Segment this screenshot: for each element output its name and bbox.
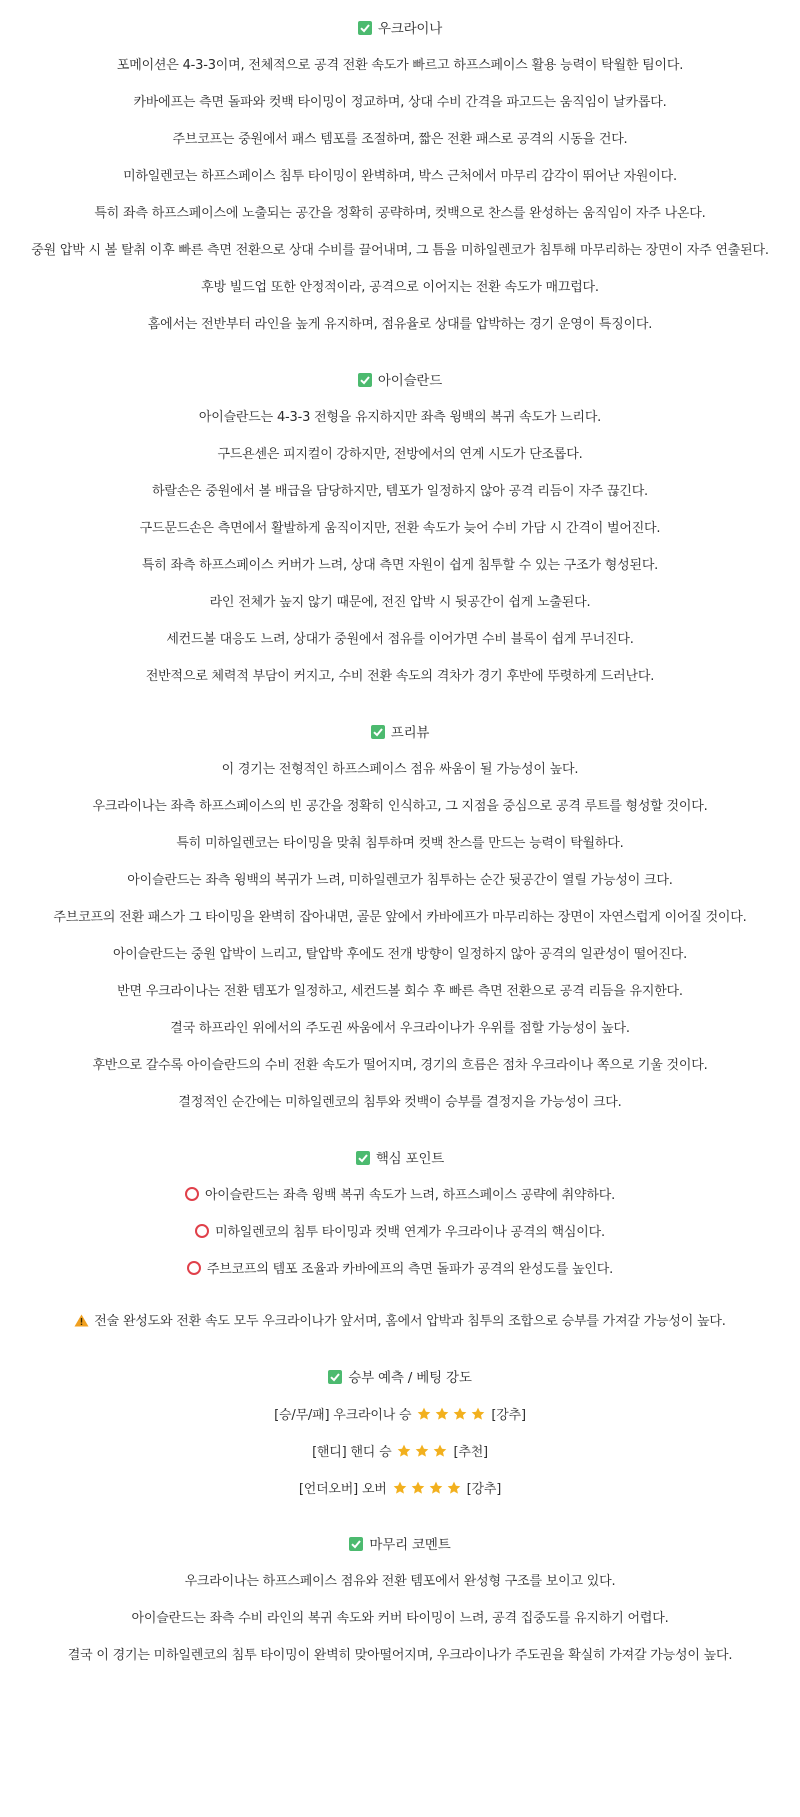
paragraph: 특히 좌측 하프스페이스 커버가 느려, 상대 측면 자원이 쉽게 침투할 수 있는 구조가 형성된다. xyxy=(141,558,659,573)
section-heading xyxy=(0,372,800,390)
red-circle-icon xyxy=(187,1261,201,1275)
heading-text: 마무리 코멘트 xyxy=(369,1537,451,1553)
summary-line xyxy=(0,1313,800,1331)
key-point-text: 주브코프의 템포 조율과 카바에프의 측면 돌파가 공격의 완성도를 높인다. xyxy=(206,1262,614,1277)
red-circle-icon xyxy=(195,1224,209,1238)
star-rating xyxy=(415,1406,487,1428)
prediction-label: [언더오버] 오버 xyxy=(298,1482,387,1497)
key-point-text: 미하일렌코의 침투 타이밍과 컷백 연계가 우크라이나 공격의 핵심이다. xyxy=(215,1225,605,1240)
paragraph: 라인 전체가 높지 않기 때문에, 전진 압박 시 뒷공간이 쉽게 노출된다. xyxy=(209,595,591,610)
prediction-strength: [강추] xyxy=(466,1482,502,1497)
paragraph: 아이슬란드는 좌측 윙백의 복귀가 느려, 미하일렌코가 침투하는 순간 뒷공간이 열릴 가능성이 크다. xyxy=(127,873,673,888)
paragraph: 아이슬란드는 4-3-3 전형을 유지하지만 좌측 윙백의 복귀 속도가 느리다. xyxy=(198,410,602,425)
paragraph: 아이슬란드는 중원 압박이 느리고, 탈압박 후에도 전개 방향이 일정하지 않아 공격의 일관성이 떨어진다. xyxy=(112,947,688,962)
heading-text: 프리뷰 xyxy=(390,725,430,741)
section-key-points xyxy=(0,1150,800,1279)
section-heading xyxy=(0,1150,800,1168)
check-icon xyxy=(358,373,372,387)
paragraph: 결정적인 순간에는 미하일렌코의 침투와 컷백이 승부를 결정지을 가능성이 크다. xyxy=(178,1095,622,1110)
paragraph: 구드문드손은 측면에서 활발하게 움직이지만, 전환 속도가 늦어 수비 가담 시 간격이 벌어진다. xyxy=(139,521,661,536)
paragraph: 주브코프의 전환 패스가 그 타이밍을 완벽히 잡아내면, 골문 앞에서 카바에프가 마무리하는 장면이 자연스럽게 이어질 것이다. xyxy=(53,910,747,925)
paragraph: 후반으로 갈수록 아이슬란드의 수비 전환 속도가 떨어지며, 경기의 흐름은 점차 우크라이나 쪽으로 기울 것이다. xyxy=(92,1058,708,1073)
star-icon xyxy=(470,1406,486,1428)
key-point-text: 아이슬란드는 좌측 윙백 복귀 속도가 느려, 하프스페이스 공략에 취약하다. xyxy=(204,1188,616,1203)
check-icon xyxy=(371,725,385,739)
prediction-label: [핸디] 핸디 승 xyxy=(312,1445,392,1460)
heading-text: 우크라이나 xyxy=(377,21,443,37)
paragraph: 결국 하프라인 위에서의 주도권 싸움에서 우크라이나가 우위를 점할 가능성이 높다. xyxy=(170,1021,630,1036)
section-heading xyxy=(0,1369,800,1387)
star-icon xyxy=(414,1443,430,1465)
paragraph: 미하일렌코는 하프스페이스 침투 타이밍이 완벽하며, 박스 근처에서 마무리 감각이 뛰어난 자원이다. xyxy=(123,169,677,184)
star-icon xyxy=(434,1406,450,1428)
warning-icon xyxy=(74,1314,89,1333)
prediction-label: [승/무/패] 우크라이나 승 xyxy=(274,1408,412,1423)
check-icon xyxy=(358,21,372,35)
red-circle-icon xyxy=(185,1187,199,1201)
paragraph: 홈에서는 전반부터 라인을 높게 유지하며, 점유율로 상대를 압박하는 경기 운영이 특징이다. xyxy=(147,317,653,332)
paragraph: 포메이션은 4-3-3이며, 전체적으로 공격 전환 속도가 빠르고 하프스페이스 활용 능력이 탁월한 팀이다. xyxy=(116,58,684,73)
paragraph: 반면 우크라이나는 전환 템포가 일정하고, 세컨드볼 회수 후 빠른 측면 전환으로 공격 리듬을 유지한다. xyxy=(117,984,683,999)
paragraph: 아이슬란드는 좌측 수비 라인의 복귀 속도와 커버 타이밍이 느려, 공격 집중도를 유지하기 어렵다. xyxy=(131,1611,669,1626)
key-point-item xyxy=(0,1261,800,1279)
paragraph: 전반적으로 체력적 부담이 커지고, 수비 전환 속도의 격차가 경기 후반에 뚜렷하게 드러난다. xyxy=(145,669,655,684)
heading-text: 승부 예측 / 베팅 강도 xyxy=(348,1370,472,1386)
paragraph: 특히 미하일렌코는 타이밍을 맞춰 침투하며 컷백 찬스를 만드는 능력이 탁월하다. xyxy=(176,836,624,851)
key-point-item xyxy=(0,1187,800,1205)
paragraph: 카바에프는 측면 돌파와 컷백 타이밍이 정교하며, 상대 수비 간격을 파고드는 움직임이 날카롭다. xyxy=(133,95,667,110)
section-ukraine xyxy=(0,20,800,334)
check-icon xyxy=(349,1537,363,1551)
star-icon xyxy=(452,1406,468,1428)
paragraph: 세컨드볼 대응도 느려, 상대가 중원에서 점유를 이어가면 수비 블록이 쉽게 무너진다. xyxy=(166,632,634,647)
star-rating xyxy=(395,1443,449,1465)
paragraph: 우크라이나는 하프스페이스 점유와 전환 템포에서 완성형 구조를 보이고 있다. xyxy=(184,1574,616,1589)
star-icon xyxy=(416,1406,432,1428)
paragraph: 구드욘센은 피지컬이 강하지만, 전방에서의 연계 시도가 단조롭다. xyxy=(217,447,583,462)
paragraph: 이 경기는 전형적인 하프스페이스 점유 싸움이 될 가능성이 높다. xyxy=(221,762,579,777)
paragraph: 중원 압박 시 볼 탈취 이후 빠른 측면 전환으로 상대 수비를 끌어내며, 그 틈을 미하일렌코가 침투해 마무리하는 장면이 자주 연출된다. xyxy=(31,243,769,258)
paragraph: 주브코프는 중원에서 패스 템포를 조절하며, 짧은 전환 패스로 공격의 시동을 건다. xyxy=(172,132,628,147)
section-summary xyxy=(0,1313,800,1331)
section-heading xyxy=(0,1536,800,1554)
prediction-item xyxy=(0,1443,800,1461)
paragraph: 후방 빌드업 또한 안정적이라, 공격으로 이어지는 전환 속도가 매끄럽다. xyxy=(201,280,599,295)
paragraph: 특히 좌측 하프스페이스에 노출되는 공간을 정확히 공략하며, 컷백으로 찬스를 완성하는 움직임이 자주 나온다. xyxy=(94,206,706,221)
star-rating xyxy=(391,1480,463,1502)
section-preview xyxy=(0,724,800,1112)
heading-text: 핵심 포인트 xyxy=(375,1151,445,1167)
prediction-item xyxy=(0,1480,800,1498)
heading-text: 아이슬란드 xyxy=(377,373,443,389)
prediction-strength: [추천] xyxy=(453,1445,488,1460)
star-icon xyxy=(396,1443,412,1465)
star-icon xyxy=(410,1480,426,1502)
prediction-item xyxy=(0,1406,800,1424)
star-icon xyxy=(432,1443,448,1465)
section-closing xyxy=(0,1536,800,1665)
star-icon xyxy=(392,1480,408,1502)
check-icon xyxy=(356,1151,370,1165)
check-icon xyxy=(328,1370,342,1384)
section-heading xyxy=(0,20,800,38)
prediction-strength: [강추] xyxy=(491,1408,526,1423)
section-prediction xyxy=(0,1369,800,1498)
paragraph: 하랄손은 중원에서 볼 배급을 담당하지만, 템포가 일정하지 않아 공격 리듬이 자주 끊긴다. xyxy=(151,484,648,499)
paragraph: 우크라이나는 좌측 하프스페이스의 빈 공간을 정확히 인식하고, 그 지점을 중심으로 공격 루트를 형성할 것이다. xyxy=(92,799,708,814)
section-iceland xyxy=(0,372,800,686)
section-heading xyxy=(0,724,800,742)
key-point-item xyxy=(0,1224,800,1242)
paragraph: 결국 이 경기는 미하일렌코의 침투 타이밍이 완벽히 맞아떨어지며, 우크라이나가 주도권을 확실히 가져갈 가능성이 높다. xyxy=(67,1648,733,1663)
star-icon xyxy=(428,1480,444,1502)
summary-text: 전술 완성도와 전환 속도 모두 우크라이나가 앞서며, 홈에서 압박과 침투의 조합으로 승부를 가져갈 가능성이 높다. xyxy=(94,1314,726,1329)
star-icon xyxy=(446,1480,462,1502)
